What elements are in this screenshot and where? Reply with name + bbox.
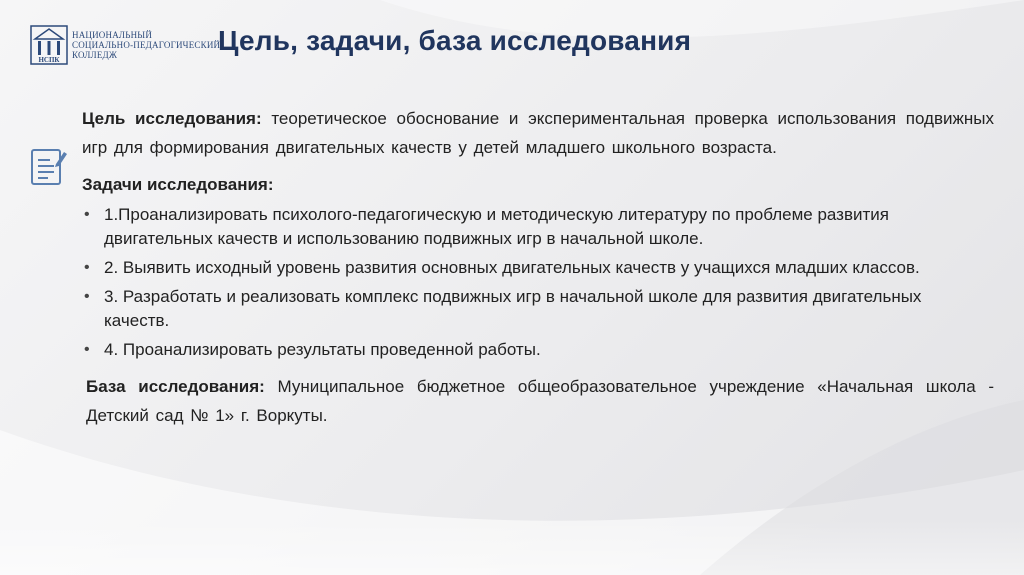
- list-item: [82, 256, 994, 280]
- research-base: [82, 372, 994, 430]
- list-item: [82, 338, 994, 362]
- task-text: 4. Проанализировать результаты проведенной работы.: [104, 340, 541, 359]
- main-content: [82, 104, 994, 430]
- goal-label: Цель исследования:: [82, 109, 262, 128]
- college-emblem-icon: [30, 25, 68, 65]
- base-label: База исследования:: [86, 377, 265, 396]
- tasks-list: [82, 203, 994, 362]
- bullet-icon: •: [84, 288, 90, 305]
- bullet-icon: •: [84, 206, 90, 223]
- footer-gradient: [0, 520, 1024, 575]
- goal-text: теоретическое обоснование и экспериментальная проверка использования подвижных игр для формирования двигательных качеств у детей младшего школьного возраста.: [82, 109, 994, 157]
- logo-line-3: КОЛЛЕДЖ: [72, 50, 118, 60]
- logo-text: [72, 30, 220, 60]
- research-goal: [82, 104, 994, 162]
- college-logo: [30, 25, 220, 65]
- page-title: Цель, задачи, база исследования: [218, 25, 692, 56]
- task-text: 2. Выявить исходный уровень развития основных двигательных качеств у учащихся младших классов.: [104, 258, 920, 277]
- bullet-icon: •: [84, 259, 90, 276]
- list-item: [82, 285, 994, 333]
- header: [30, 18, 220, 72]
- task-text: 3. Разработать и реализовать комплекс подвижных игр в начальной школе для развития двигательных качеств.: [104, 287, 922, 330]
- emblem-text: НСПК: [38, 56, 60, 64]
- list-item: [82, 203, 994, 251]
- tasks-title: Задачи исследования:: [82, 175, 274, 194]
- logo-line-1: НАЦИОНАЛЬНЫЙ: [72, 30, 153, 40]
- document-pencil-icon: [30, 146, 68, 186]
- base-text: Муниципальное бюджетное общеобразовательное учреждение «Начальная школа - Детский сад № 1» г. Воркуты.: [86, 377, 994, 425]
- task-text: 1.Проанализировать психолого-педагогическую и методическую литературу по проблеме развития двигательных качеств и использованию подвижных игр в начальной школе.: [104, 205, 889, 248]
- logo-line-2: СОЦИАЛЬНО-ПЕДАГОГИЧЕСКИЙ: [72, 40, 221, 50]
- bullet-icon: •: [84, 341, 90, 358]
